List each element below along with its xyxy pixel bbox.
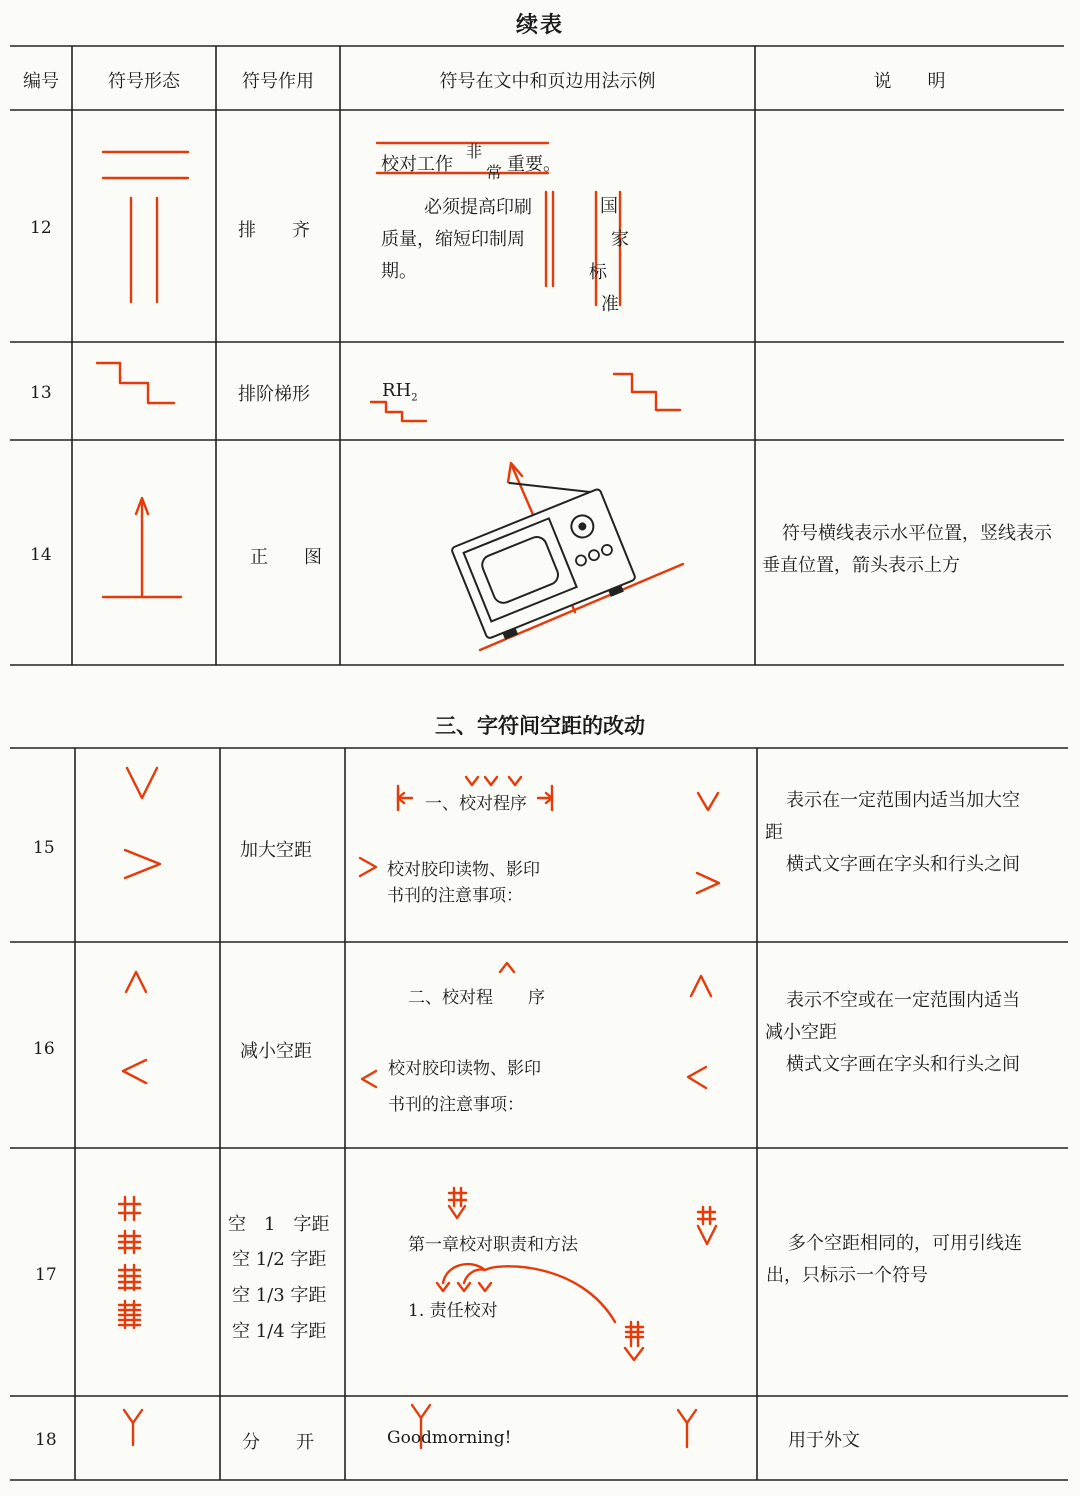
row-12-effect: 排 齐	[238, 220, 310, 241]
row-15-example-l3: 书刊的注意事项：	[387, 886, 523, 906]
row-16-example-l2: 校对胶印读物、影印	[388, 1059, 541, 1079]
row-18-example-text: Goodmorning!	[387, 1428, 512, 1448]
row-15-note-2: 距	[765, 822, 783, 843]
space-marks	[119, 1197, 140, 1328]
row-17-note-2: 出，只标示一个符号	[766, 1265, 928, 1286]
row-13-example-text	[382, 380, 418, 404]
header-description: 说 明	[873, 71, 946, 92]
row-14-note: 符号横线表示水平位置，竖线表示垂直位置，箭头表示上方	[762, 523, 1052, 576]
row-18-effect: 分 开	[242, 1432, 314, 1453]
row-15-note-3: 横式文字画在字头和行头之间	[786, 854, 1020, 875]
row-14-number: 14	[30, 545, 52, 565]
row-15-example-l1: 一、校对程序	[425, 794, 527, 814]
row-16-number: 16	[33, 1039, 55, 1059]
header-number: 编号	[23, 71, 59, 92]
header-symbol-function: 符号作用	[242, 71, 314, 92]
row-17-note-1: 多个空距相同的，可用引线连	[788, 1233, 1022, 1254]
row-12-example-v2: 家	[611, 229, 629, 250]
row-16-note-3: 横式文字画在字头和行头之间	[786, 1054, 1020, 1075]
row-17-effect-2: 空 1/2 字距	[232, 1249, 327, 1270]
row-12-example-v1: 国	[600, 196, 618, 217]
row-13-example-sub: 2	[411, 392, 418, 404]
row-14-effect: 正 图	[250, 547, 322, 568]
row-17-example-l1: 第一章校对职责和方法	[408, 1235, 578, 1255]
row-16-example-l1a: 二、校对程	[408, 988, 493, 1008]
row-17-effect-4: 空 1/4 字距	[232, 1321, 327, 1342]
row-15-note-1: 表示在一定范围内适当加大空	[786, 790, 1020, 811]
row-18-number: 18	[35, 1430, 57, 1450]
row-12-example-fei: 非	[466, 142, 483, 161]
row-17-number: 17	[35, 1265, 57, 1285]
row-12-example-p2: 质量，缩短印制周	[381, 229, 525, 250]
row-12-example-chang: 常	[486, 163, 503, 182]
row-12-example-v3: 标	[589, 262, 607, 283]
row-12-number: 12	[30, 218, 52, 238]
row-16-example-l3: 书刊的注意事项：	[388, 1095, 524, 1115]
row-17-effect-3: 空 1/3 字距	[232, 1285, 327, 1306]
row-13-example-rh: RH	[382, 380, 412, 401]
row-17-example-l2: 1. 责任校对	[408, 1301, 498, 1321]
row-12-example-v4: 准	[601, 294, 619, 315]
row-12-example-line1a: 校对工作	[381, 154, 453, 175]
row-15-effect: 加大空距	[240, 840, 312, 861]
row-15-number: 15	[33, 838, 55, 858]
row-13-effect: 排阶梯形	[238, 384, 310, 405]
header-symbol-form: 符号形态	[108, 71, 180, 92]
row-16-note-2: 减小空距	[765, 1022, 837, 1043]
row-13-number: 13	[30, 383, 52, 403]
row-12-example-line1b: 重要。	[507, 154, 561, 175]
row-17-effect-1: 空 1 字距	[228, 1214, 330, 1235]
radio-illustration	[436, 452, 638, 645]
row-16-effect: 减小空距	[240, 1041, 312, 1062]
page-title: 续表	[515, 12, 564, 38]
row-15-example-l2: 校对胶印读物、影印	[387, 860, 540, 880]
header-usage-example: 符号在文中和页边用法示例	[439, 71, 656, 92]
row-12-example-p1: 必须提高印刷	[424, 197, 532, 218]
section-title: 三、字符间空距的改动	[435, 714, 645, 738]
row-18-note: 用于外文	[788, 1430, 860, 1451]
row-12-example-p3: 期。	[381, 261, 417, 282]
row-16-note-1: 表示不空或在一定范围内适当	[786, 990, 1020, 1011]
row-16-example-l1b: 序	[528, 988, 545, 1008]
